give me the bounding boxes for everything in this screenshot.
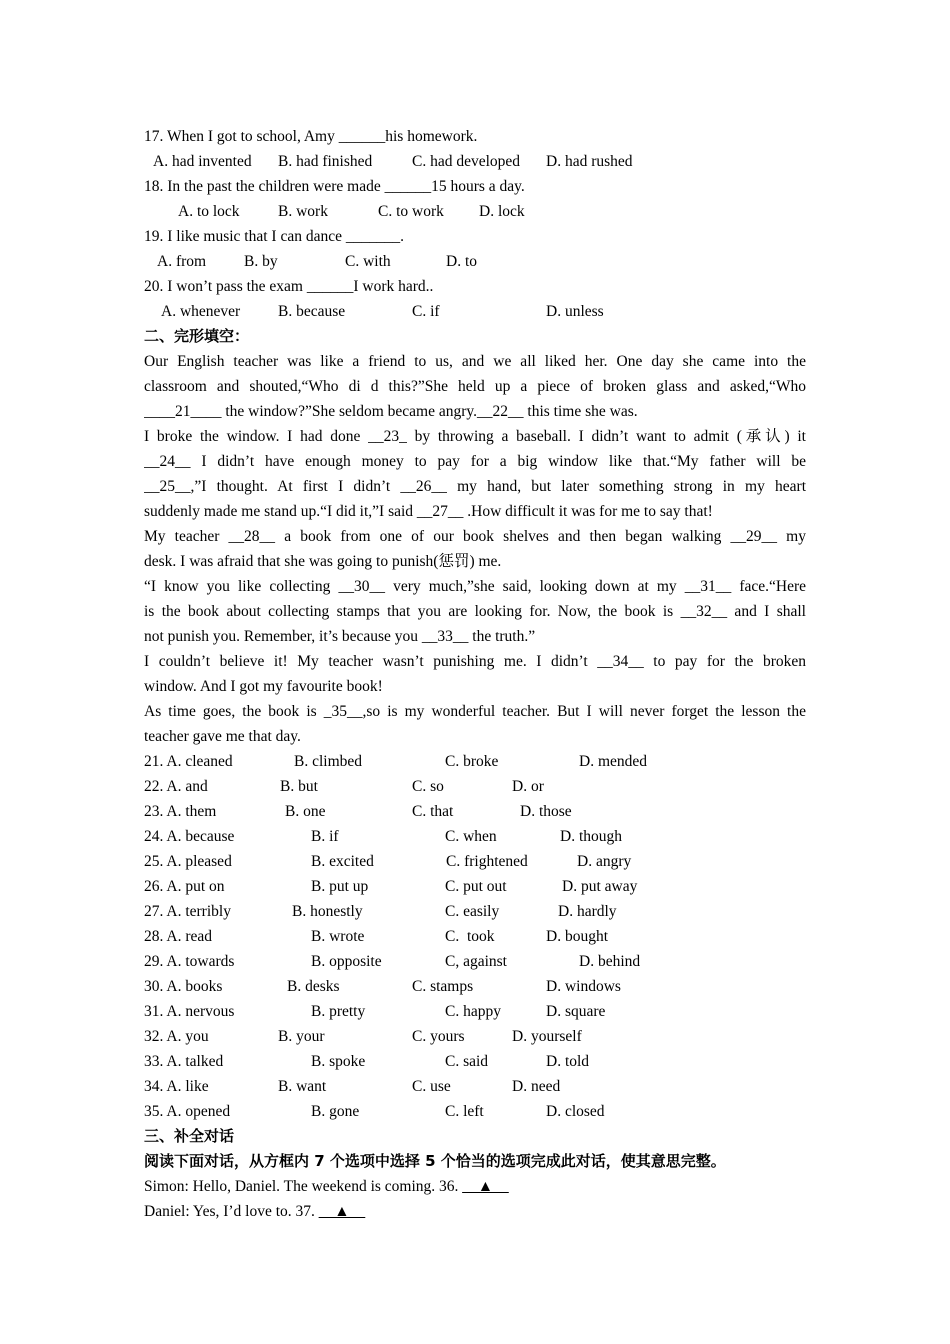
section-3-instruction: 阅读下面对话，从方框内 7 个选项中选择 5 个恰当的选项完成此对话，使其意思完整。 — [144, 1152, 726, 1170]
passage-line: not punish you. Remember, it’s because you __33__ the truth.” — [144, 628, 536, 645]
option-b: B. desks — [287, 978, 340, 995]
question-stem: 19. I like music that I can dance _______. — [144, 228, 404, 245]
option-row-25 — [144, 849, 806, 874]
option-row-21 — [144, 749, 806, 774]
option-c: C. yours — [412, 1028, 465, 1045]
option-d: D. mended — [579, 753, 648, 770]
option-row-31 — [144, 999, 806, 1024]
option-d: D. unless — [546, 303, 604, 320]
option-row-26 — [144, 874, 806, 899]
option-c: C. broke — [445, 753, 499, 770]
option-c: C. to work — [378, 203, 444, 220]
option-row-33 — [144, 1049, 806, 1074]
option-row-35 — [144, 1099, 806, 1124]
options-row — [144, 249, 806, 274]
option-row-32 — [144, 1024, 806, 1049]
option-d: D. those — [520, 803, 572, 820]
option-d: D. lock — [479, 203, 525, 220]
option-b: B. had finished — [278, 153, 373, 170]
passage-line: teacher gave me that day. — [144, 728, 301, 745]
option-c: C. use — [412, 1078, 451, 1095]
option-d: D. hardly — [558, 903, 617, 920]
option-b: B. by — [244, 253, 278, 270]
option-b: B. opposite — [311, 953, 382, 970]
option-row-29 — [144, 949, 806, 974]
passage-line: desk. I was afraid that she was going to punish(惩罚) me. — [144, 553, 502, 570]
option-d: D. need — [512, 1078, 561, 1095]
cloze-passage — [144, 349, 806, 749]
question-stem: 20. I won’t pass the exam ______I work hard.. — [144, 278, 434, 295]
option-d: D. to — [446, 253, 477, 270]
option-b: B. because — [278, 303, 346, 320]
question-17 — [144, 124, 806, 174]
option-d: D. put away — [562, 878, 638, 895]
option-d: D. or — [512, 778, 544, 795]
passage-line: “I know you like collecting __30__ very much,”she said, looking down at my __31__ face.“Here — [144, 578, 806, 595]
option-a: 32. A. you — [144, 1028, 209, 1045]
option-row-28 — [144, 924, 806, 949]
section-2-title: 二、完形填空： — [144, 327, 250, 345]
question-19 — [144, 224, 806, 274]
section-3-title: 三、补全对话 — [144, 1127, 235, 1145]
option-b: B. wrote — [311, 928, 365, 945]
question-stem: 18. In the past the children were made ______15 hours a day. — [144, 178, 525, 195]
option-a: 21. A. cleaned — [144, 753, 233, 770]
option-d: D. windows — [546, 978, 621, 995]
option-a: A. to lock — [178, 203, 240, 220]
option-b: B. one — [285, 803, 326, 820]
option-b: B. spoke — [311, 1053, 366, 1070]
passage-line: __25__,”I thought. At first I didn’t __26__ my hand, but later something strong in my heart — [144, 478, 806, 495]
option-a: 28. A. read — [144, 928, 213, 945]
passage-line: Our English teacher was like a friend to us, and we all liked her. One day she came into the — [144, 353, 806, 370]
option-b: B. pretty — [311, 1003, 366, 1020]
option-c: C. stamps — [412, 978, 474, 995]
option-c: C. easily — [445, 903, 500, 920]
option-c: C, against — [445, 953, 507, 970]
option-row-27 — [144, 899, 806, 924]
option-c: C. happy — [445, 1003, 501, 1020]
option-d: D. had rushed — [546, 153, 633, 170]
passage-line: suddenly made me stand up.“I did it,”I said __27__ .How difficult it was for me to say that! — [144, 503, 713, 520]
option-c: C. said — [445, 1053, 489, 1070]
option-a: A. had invented — [153, 153, 252, 170]
passage-line: is the book about collecting stamps that you are looking for. Now, the book is __32__ and I shall — [144, 603, 806, 620]
option-c: C. that — [412, 803, 454, 820]
option-c: C. put out — [445, 878, 507, 895]
option-c: C. frightened — [446, 853, 528, 870]
option-d: D. bought — [546, 928, 608, 945]
dialogue-text: Simon: Hello, Daniel. The weekend is coming. 36. — [144, 1178, 463, 1195]
option-c: C. if — [412, 303, 440, 320]
option-a: 31. A. nervous — [144, 1003, 235, 1020]
option-a: 23. A. them — [144, 803, 217, 820]
option-a: 27. A. terribly — [144, 903, 231, 920]
option-c: C. with — [345, 253, 391, 270]
option-c: C. had developed — [412, 153, 521, 170]
option-b: B. your — [278, 1028, 325, 1045]
option-c: C. so — [412, 778, 444, 795]
passage-line: __24__ I didn’t have enough money to pay for a big window like that.“My father will be — [144, 453, 806, 470]
option-c: C. when — [445, 828, 497, 845]
option-d: D. closed — [546, 1103, 605, 1120]
option-b: B. put up — [311, 878, 369, 895]
option-b: B. gone — [311, 1103, 360, 1120]
option-c: C. left — [445, 1103, 484, 1120]
option-a: 34. A. like — [144, 1078, 209, 1095]
option-a: 24. A. because — [144, 828, 235, 845]
passage-line: ____21____ the window?”She seldom became angry.__22__ this time she was. — [144, 403, 638, 420]
passage-line: I broke the window. I had done __23_ by throwing a baseball. I didn’t want to admit (承认) it — [144, 428, 806, 445]
option-d: D. though — [560, 828, 622, 845]
option-d: D. yourself — [512, 1028, 582, 1045]
option-d: D. angry — [577, 853, 632, 870]
answer-blank-36[interactable]: __▲__ — [462, 1178, 509, 1195]
passage-line: As time goes, the book is _35__,so is my wonderful teacher. But I will never forget the lesson the — [144, 703, 806, 720]
answer-blank-37[interactable]: __▲__ — [318, 1203, 366, 1220]
option-d: D. square — [546, 1003, 606, 1020]
worksheet-page — [144, 124, 806, 1224]
option-a: 26. A. put on — [144, 878, 225, 895]
option-b: B. if — [311, 828, 339, 845]
option-a: 33. A. talked — [144, 1053, 224, 1070]
cloze-options — [144, 749, 806, 1124]
option-row-34 — [144, 1074, 806, 1099]
question-20 — [144, 274, 806, 324]
option-b: B. honestly — [292, 903, 363, 920]
option-b: B. want — [278, 1078, 327, 1095]
option-b: B. but — [280, 778, 318, 795]
passage-line: I couldn’t believe it! My teacher wasn’t punishing me. I didn’t __34__ to pay for the broken — [144, 653, 806, 670]
option-b: B. climbed — [294, 753, 363, 770]
option-a: 25. A. pleased — [144, 853, 232, 870]
option-row-22 — [144, 774, 806, 799]
options-row — [144, 199, 806, 224]
option-a: 29. A. towards — [144, 953, 235, 970]
option-d: D. told — [546, 1053, 590, 1070]
option-row-23 — [144, 799, 806, 824]
option-c: C. took — [445, 928, 495, 945]
passage-line: window. And I got my favourite book! — [144, 678, 383, 695]
passage-line: classroom and shouted,“Who di d this?”She held up a piece of broken glass and asked,“Who — [144, 378, 806, 395]
option-a: 30. A. books — [144, 978, 223, 995]
dialogue-line-simon — [144, 1174, 806, 1199]
passage-line: My teacher __28__ a book from one of our book shelves and then began walking __29__ my — [144, 528, 806, 545]
option-b: B. excited — [311, 853, 374, 870]
option-d: D. behind — [579, 953, 641, 970]
option-a: 35. A. opened — [144, 1103, 231, 1120]
option-a: 22. A. and — [144, 778, 208, 795]
question-stem: 17. When I got to school, Amy ______his homework. — [144, 128, 478, 145]
options-row — [144, 299, 806, 324]
dialogue-text: Daniel: Yes, I’d love to. 37. — [144, 1203, 319, 1220]
option-row-30 — [144, 974, 806, 999]
dialogue-line-daniel — [144, 1199, 806, 1224]
option-a: A. whenever — [161, 303, 241, 320]
question-18 — [144, 174, 806, 224]
options-row — [144, 149, 806, 174]
option-row-24 — [144, 824, 806, 849]
option-b: B. work — [278, 203, 328, 220]
option-a: A. from — [157, 253, 207, 270]
